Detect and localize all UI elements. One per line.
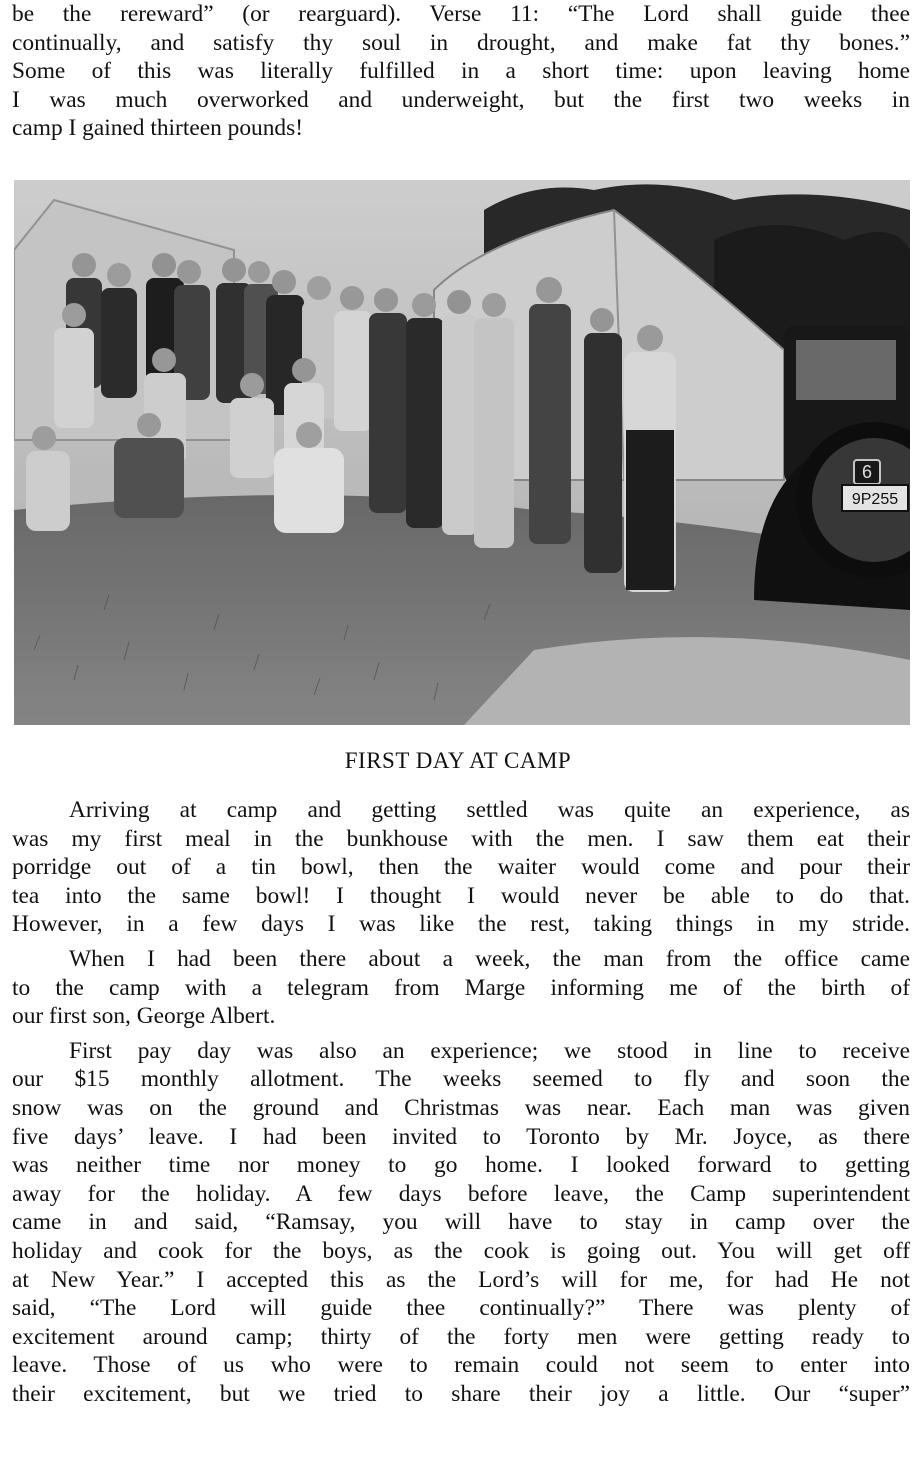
intro-paragraph — [12, 0, 910, 143]
text-line: to the camp with a telegram from Marge informing me of the birth of — [12, 974, 910, 1001]
text-line: our first son, George Albert. — [12, 1003, 276, 1030]
text-line: However, in a few days I was like the rest, taking things in my stride. — [12, 911, 910, 938]
paragraph-pay-day — [12, 1037, 910, 1409]
text-line: our $15 monthly allotment. The weeks seemed to fly and soon the — [12, 1066, 910, 1093]
text-line: five days’ leave. I had been invited to Toronto by Mr. Joyce, as there — [12, 1123, 910, 1150]
text-line: continually, and satisfy thy soul in drought, and make fat thy bones.” — [12, 29, 910, 56]
paragraph-telegram — [12, 945, 910, 1031]
text-line: holiday and cook for the boys, as the cook is going out. You will get off — [12, 1237, 910, 1264]
text-line: When I had been there about a week, the man from the office came — [69, 945, 910, 972]
text-line: excitement around camp; thirty of the forty men were getting ready to — [12, 1323, 910, 1350]
text-line: snow was on the ground and Christmas was near. Each man was given — [12, 1094, 910, 1121]
text-line: porridge out of a tin bowl, then the waiter would come and pour their — [12, 854, 910, 881]
photo-caption: FIRST DAY AT CAMP — [344, 748, 572, 773]
text-line: First pay day was also an experience; we stood in line to receive — [69, 1037, 910, 1064]
body-text — [12, 796, 910, 1408]
plate-number: 6 — [861, 462, 873, 482]
text-line: at New Year.” I accepted this as the Lord’s will for me, for had He not — [12, 1266, 910, 1293]
text-line: be the rereward” (or rearguard). Verse 11: “The Lord shall guide thee — [12, 1, 910, 27]
camp-group-photo — [14, 180, 910, 725]
text-line: Arriving at camp and getting settled was quite an experience, as — [69, 797, 910, 823]
text-line: away for the holiday. A few days before leave, the Camp superintendent — [12, 1180, 910, 1207]
text-line: was my first meal in the bunkhouse with the men. I saw them eat their — [12, 825, 910, 852]
text-line: tea into the same bowl! I thought I would never be able to do that. — [12, 882, 910, 909]
text-line: was neither time nor money to go home. I looked forward to getting — [12, 1152, 910, 1179]
text-line: Some of this was literally fulfilled in a short time: upon leaving home — [12, 58, 910, 85]
photo-illustration — [14, 180, 910, 725]
license-plate: 9P255 — [851, 491, 899, 508]
text-line: came in and said, “Ramsay, you will have to stay in camp over the — [12, 1209, 910, 1236]
text-line: said, “The Lord will guide thee continually?” There was plenty of — [12, 1295, 910, 1322]
text-line: camp I gained thirteen pounds! — [12, 115, 303, 142]
text-line: their excitement, but we tried to share their joy a little. Our “super” — [12, 1380, 910, 1407]
paragraph-arriving — [12, 796, 910, 939]
text-line: leave. Those of us who were to remain could not seem to enter into — [12, 1352, 910, 1379]
text-line: I was much overworked and underweight, but the first two weeks in — [12, 86, 910, 113]
